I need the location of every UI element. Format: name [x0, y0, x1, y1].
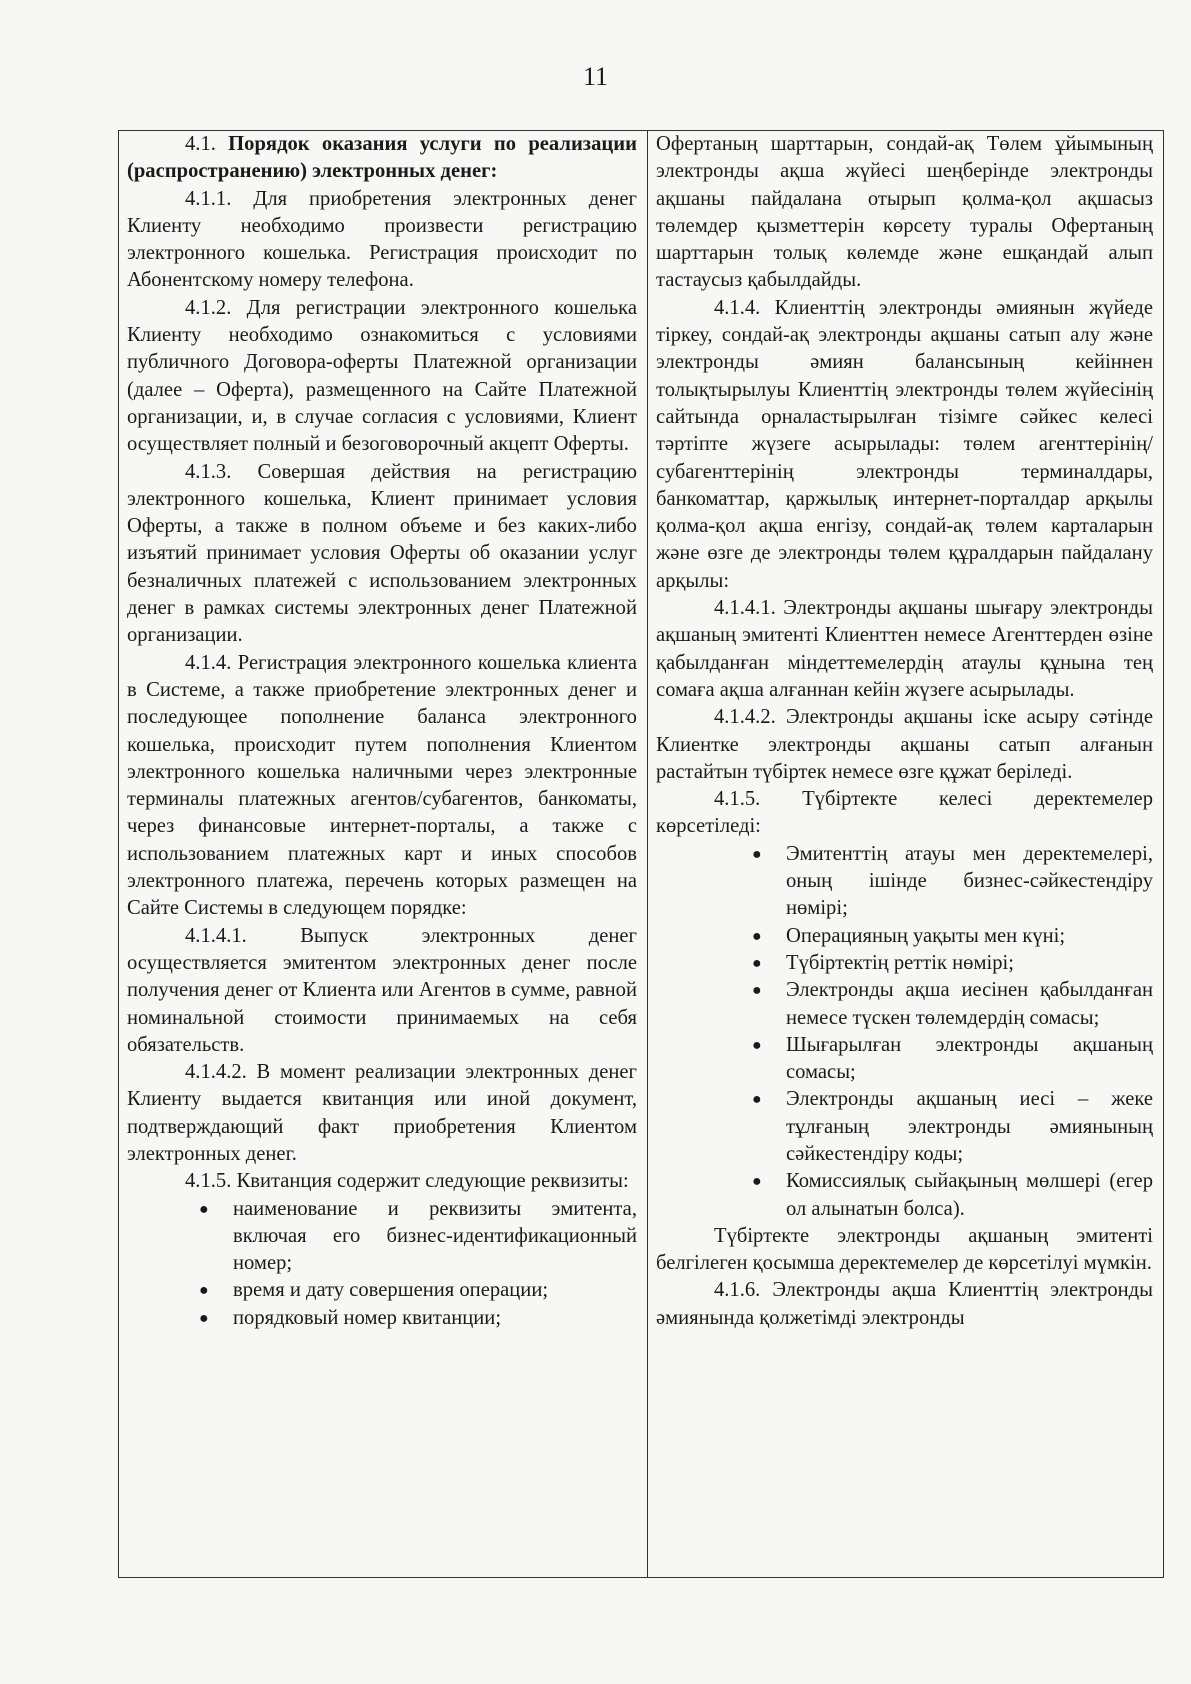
bullet-icon: ●: [751, 1173, 762, 1191]
paragraph-4-1-1: 4.1.1. Для приобретения электронных денег Клиенту необходимо произвести регистрацию электронного кошелька. Регистрация происходит по Абонентскому номеру телефона.: [127, 187, 637, 292]
paragraph-4-1-3: 4.1.3. Совершая действия на регистрацию электронного кошелька, Клиент принимает условия Оферты, а также в полном объеме и без каких-либо изъятий принимает условия Оферты об оказании услуг безналичных платежей с использованием электронных денег в рамках системы электронных денег Платежной организации.: [127, 460, 637, 647]
paragraph-4-1-4-1: 4.1.4.1. Электронды ақшаны шығару электронды ақшаның эмитенті Клиенттен немесе Агенттерден өзіне қабылданған міндеттемелердің атаулы құнына тең сомаға ақша алғаннан кейін жүзеге асырылады.: [655, 597, 1153, 701]
bullet-icon: ●: [751, 1036, 762, 1054]
paragraph-4-1-2: 4.1.2. Для регистрации электронного кошелька Клиенту необходимо ознакомиться с условиями публичного Договора-оферты Платежной организации (далее – Оферта), размещенного на Сайте Платежной организации, и, в случае согласия с условиями, Клиент осуществляет полный и безоговорочный акцепт Оферты.: [127, 296, 637, 456]
page-number: 11: [582, 62, 609, 91]
list-item: ● Электронды ақшаның иесі – жеке тұлғаның электронды әмиянының сәйкестендіру коды;: [751, 1088, 1153, 1165]
bilingual-text-table: [118, 130, 1164, 1578]
list-item: ● Эмитенттің атауы мен деректемелері, оның ішінде бизнес-сәйкестендіру нөмірі;: [751, 842, 1153, 920]
list-item: ● порядковый номер квитанции;: [127, 1305, 637, 1332]
list-item: ● Түбіртектің реттік нөмірі;: [656, 950, 1153, 977]
paragraph-additional-details: Түбіртекте электронды ақшаның эмитенті белгілеген қосымша деректемелер де көрсетілуі мүмкін.: [655, 1224, 1153, 1275]
list-item: ● Операцияның уақыты мен күні;: [656, 923, 1153, 950]
paragraph-4-1-4-1: 4.1.4.1. Выпуск электронных денег осуществляется эмитентом электронных денег после получения денег от Клиента или Агентов в сумме, равной номинальной стоимости принимаемых на себя обязательств.: [127, 924, 637, 1056]
bullet-icon: ●: [199, 1282, 209, 1300]
heading-text: Порядок оказания услуги по реализации (распространению) электронных денег:: [127, 133, 637, 183]
paragraph-4-1-4: 4.1.4. Клиенттің электронды әмиянын жүйеде тіркеу, сондай-ақ электронды ақшаны сатып алу және электронды әмиян балансының кейіннен толықтырылуы Клиенттің электронды төлем жүйесінің сайтында орналастырылған тізімге сәйкес келесі тәртіпте жүзеге асырылады: төлем агенттерінің/субагенттерінің электронды терминалдары, банкоматтар, қаржылық интернет-порталдар арқылы қолма-қол ақша енгізу, сондай-ақ төлем карталарын және өзге де электронды төлем құралдарын пайдалану арқылы:: [655, 296, 1153, 592]
receipt-details-list: [127, 1196, 637, 1332]
bullet-icon: ●: [199, 1200, 209, 1218]
section-heading: [127, 131, 637, 186]
list-item: ● Шығарылған электронды ақшаның сомасы;: [751, 1033, 1153, 1084]
paragraph-4-1-6: 4.1.6. Электронды ақша Клиенттің электронды әмиянында қолжетімді электронды: [655, 1279, 1153, 1329]
kazakh-column: [648, 131, 1163, 1577]
paragraph-continuation: Офертаның шарттарын, сондай-ақ Төлем ұйымының электронды ақша жүйесі шеңберінде электронды ақшаны пайдалана отырып қолма-қол ақшасыз төлемдер қызметтерін көрсету туралы Офертаның шарттарын толық көлемде және ешқандай алып тастаусыз қабылдайды.: [655, 133, 1153, 292]
bullet-icon: ●: [751, 982, 762, 1000]
bullet-icon: ●: [751, 1091, 762, 1109]
bullet-icon: ●: [751, 845, 762, 863]
list-item: ● Электронды ақша иесінен қабылданған немесе түскен төлемдердің сомасы;: [751, 979, 1153, 1029]
paragraph-4-1-4-2: 4.1.4.2. Электронды ақшаны іске асыру сәтінде Клиентке электронды ақшаны сатып алғанын растайтын түбіртек немесе өзге құжат беріледі.: [655, 706, 1153, 783]
list-item: ● время и дату совершения операции;: [127, 1277, 637, 1304]
bullet-icon: ●: [751, 927, 762, 945]
heading-number: 4.1.: [185, 133, 216, 155]
list-item: ● Комиссиялық сыйақының мөлшері (егер ол алынатын болса).: [751, 1170, 1153, 1220]
paragraph-4-1-5: 4.1.5. Түбіртекте келесі деректемелер көрсетіледі:: [655, 788, 1153, 838]
russian-column: [119, 131, 648, 1577]
paragraph-4-1-4: 4.1.4. Регистрация электронного кошелька клиента в Системе, а также приобретение электронных денег и последующее пополнение баланса электронного кошелька, происходит путем пополнения Клиентом электронного кошелька наличными через электронные терминалы платежных агентов/субагентов, банкоматы, через финансовые интернет-порталы, а также с использованием платежных карт и иных способов электронного платежа, перечень которых размещен на Сайте Системы в следующем порядке:: [127, 651, 637, 920]
receipt-details-list: [656, 841, 1153, 1223]
bullet-icon: ●: [199, 1309, 209, 1327]
bullet-icon: ●: [751, 954, 762, 972]
paragraph-4-1-4-2: 4.1.4.2. В момент реализации электронных денег Клиенту выдается квитанция или иной документ, подтверждающий факт приобретения Клиентом электронных денег.: [127, 1061, 637, 1165]
list-item: ● наименование и реквизиты эмитента, включая его бизнес-идентификационный номер;: [199, 1197, 637, 1275]
paragraph-4-1-5: 4.1.5. Квитанция содержит следующие реквизиты:: [185, 1170, 629, 1193]
